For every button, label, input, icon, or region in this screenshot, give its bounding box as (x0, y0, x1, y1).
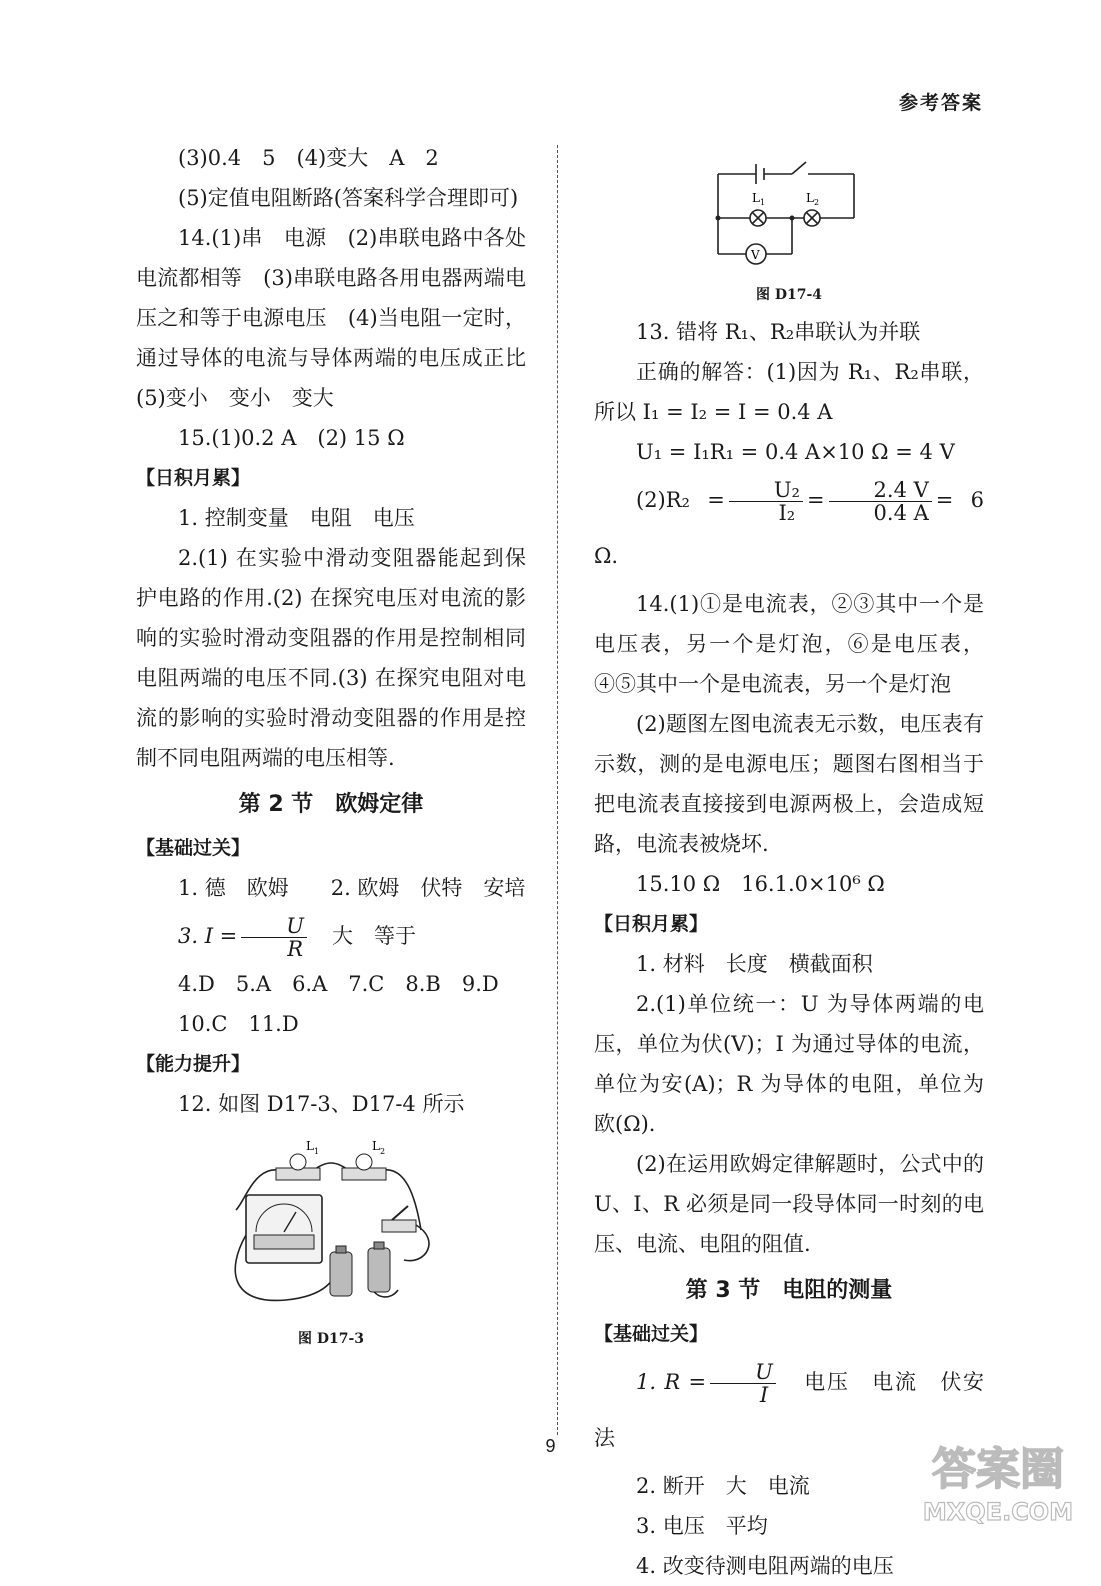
figure-d17-3-caption: 图 D17-3 (297, 1331, 365, 1347)
watermark-text: 答案圈 (932, 1444, 1064, 1495)
answer-13: 13. 错将 R₁、R₂串联认为并联 (636, 320, 921, 344)
fraction-denominator: I (759, 1383, 769, 1407)
fig3-l1-label: L (306, 1140, 314, 1153)
accumulate-2-1: 2.(1)单位统一：U 为导体两端的电压，单位为伏(V)；I 为通过导体的电流，单位为安(A)；R 为导体的电阻，单位为欧(Ω). (594, 992, 984, 1136)
fig4-l1-sub: 1 (760, 198, 766, 207)
column-divider (557, 145, 558, 1435)
figure-d17-4-caption: 图 D17-4 (755, 287, 823, 303)
formula-prefix: 1. R = (636, 1370, 707, 1394)
basic-3 (136, 908, 526, 964)
fig3-l2-label: L (372, 1140, 380, 1153)
section-label-ability: 【能力提升】 (136, 1053, 251, 1075)
section-label-basic: 【基础过关】 (594, 1323, 709, 1345)
fig4-l2-label: L (806, 191, 814, 205)
page-number: 9 (545, 1436, 556, 1456)
accumulate-2-2: (2)在运用欧姆定律解题时，公式中的 U、I、R 必须是同一段导体同一时刻的电压、电流、电阻的阻值. (594, 1152, 984, 1256)
answer-13-cont: (3)0.4 5 (4)变大 A 2 (178, 146, 439, 170)
answer-15: 15.(1)0.2 A (2) 15 Ω (178, 426, 405, 450)
section-title-resistance-measure: 第 3 节 电阻的测量 (685, 1278, 893, 1303)
answer-15-16: 15.10 Ω 16.1.0×10⁶ Ω (636, 872, 885, 896)
accumulate-1: 1. 材料 长度 横截面积 (636, 952, 873, 976)
watermark-logo (903, 1432, 1093, 1532)
basic-4: 4. 改变待测电阻两端的电压 (636, 1554, 894, 1578)
fig3-l1-sub: 1 (314, 1147, 320, 1156)
basic-3: 3. 电压 平均 (636, 1514, 768, 1538)
section-label-basic: 【基础过关】 (136, 837, 251, 859)
fraction-values (829, 479, 932, 524)
answer-14: 14.(1)串 电源 (2)串联电路中各处电流都相等 (3)串联电路各用电器两端电压之和等于电源电压 (4)当电阻一定时，通过导体的电流与导体两端的电压成正比 (5)变小 变小 变大 (136, 226, 547, 410)
basic-1-answers: 电压 电流 伏安法 (594, 1370, 985, 1450)
fig3-l2-sub: 2 (380, 1147, 386, 1156)
r2-result: = 6 Ω. (594, 488, 984, 568)
basic-2: 2. 断开 大 电流 (636, 1474, 810, 1498)
answer-13-solution: 正确的解答：(1)因为 R₁、R₂串联，所以 I₁ = I₂ = I = 0.4 A (594, 360, 984, 424)
fraction-numerator: U (710, 1361, 776, 1384)
accumulate-2: 2.(1) 在实验中滑动变阻器能起到保护电路的作用.(2) 在探究电压对电流的影响的实验时滑动变阻器的作用是控制相同电阻两端的电压不同.(3) 在探究电阻对电流的影响的实验时滑动变阻器的作用是控制不同电阻两端的电压相等. (136, 546, 526, 770)
fraction-denominator: R (287, 937, 304, 961)
watermark-url: MXQE.COM (922, 1498, 1074, 1526)
section-label-rijiyuelei: 【日积月累】 (136, 467, 251, 489)
fig4-l1-label: L (752, 191, 760, 205)
figure-d17-3-circuit-photo (136, 1140, 526, 1318)
right-column (594, 138, 984, 1586)
basic-4-9: 4.D 5.A 6.A 7.C 8.B 9.D (178, 972, 499, 996)
basic-10-11: 10.C 11.D (178, 1012, 299, 1036)
fraction-u2-over-i2 (729, 479, 803, 524)
accumulate-1: 1. 控制变量 电阻 电压 (178, 506, 415, 530)
fraction-u-over-i (710, 1361, 776, 1406)
fraction-numerator: U (241, 915, 307, 938)
answer-13-5: (5)定值电阻断路(答案科学合理即可) (178, 186, 519, 210)
section-title-ohms-law: 第 2 节 欧姆定律 (238, 792, 424, 817)
answer-13-u1: U₁ = I₁R₁ = 0.4 A×10 Ω = 4 V (636, 440, 955, 464)
fig4-voltmeter-label: V (751, 248, 760, 262)
fraction-numerator: U₂ (729, 479, 803, 502)
fig4-l2-sub: 2 (814, 198, 820, 207)
basic-3-answers: 大 等于 (310, 924, 416, 948)
fraction-denominator: 0.4 A (873, 501, 929, 525)
equals-sign: = (806, 488, 825, 512)
answer-14-2: (2)题图左图电流表无示数，电压表有示数，测的是电源电压；题图右图相当于把电流表直接接到电源两极上，会造成短路，电流表被烧坏. (594, 712, 984, 856)
section-label-rijiyuelei: 【日积月累】 (594, 913, 709, 935)
left-column (136, 138, 547, 1348)
fraction-numerator: 2.4 V (829, 479, 932, 502)
fraction-denominator: I₂ (778, 501, 796, 525)
page-header-title: 参考答案 (898, 92, 983, 114)
formula-prefix: 3. I = (178, 924, 238, 948)
answer-13-r2 (594, 472, 984, 584)
ability-12: 12. 如图 D17-3、D17-4 所示 (178, 1092, 465, 1116)
answer-14-1: 14.(1)①是电流表，②③其中一个是电压表，另一个是灯泡，⑥是电压表，④⑤其中一个是电流表，另一个是灯泡 (594, 592, 984, 696)
figure-d17-4-circuit-diagram (594, 146, 984, 266)
fraction-u-over-r (241, 915, 307, 960)
basic-1-2: 1. 德 欧姆 2. 欧姆 伏特 安培 (178, 876, 526, 900)
r2-prefix: (2)R₂ = (636, 488, 725, 512)
